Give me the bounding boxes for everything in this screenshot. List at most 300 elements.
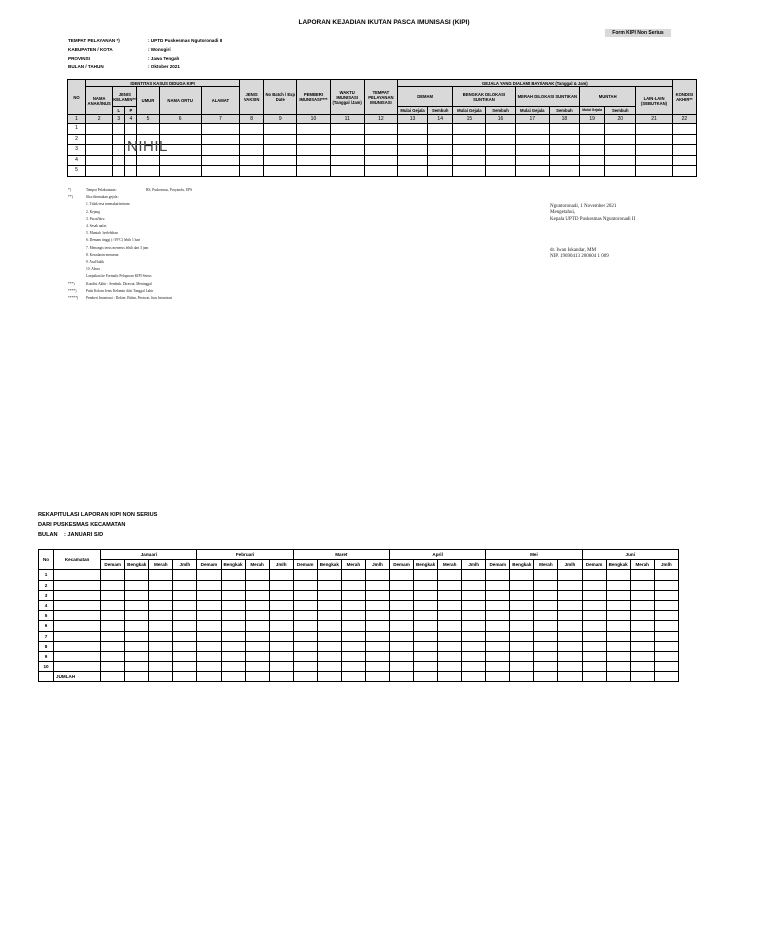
table-cell [486, 611, 510, 621]
column-number: 8 [240, 115, 264, 124]
th-nama-ortu: NAMA ORTU [159, 87, 201, 115]
column-number: 9 [264, 115, 297, 124]
table-cell [636, 145, 672, 156]
th-sub: Demam [101, 560, 125, 570]
table-cell [137, 155, 159, 166]
rekap-header [38, 510, 157, 540]
table-cell [240, 155, 264, 166]
table-cell [245, 662, 269, 672]
table-cell [534, 611, 558, 621]
table-cell [486, 600, 510, 610]
table-cell [54, 590, 101, 600]
footnote-mark [68, 201, 86, 208]
table-cell [630, 651, 654, 661]
table-cell [414, 611, 438, 621]
table-cell [297, 155, 330, 166]
table-cell [397, 134, 427, 145]
table-cell [245, 651, 269, 661]
table-cell [605, 166, 636, 177]
rekap-bulan [38, 530, 157, 540]
table-cell [293, 672, 317, 682]
th-l: L [113, 107, 125, 115]
th-sub: Demam [389, 560, 413, 570]
table-cell [297, 145, 330, 156]
table-cell [672, 155, 696, 166]
footnote-row [68, 245, 192, 252]
table-cell [630, 611, 654, 621]
table-cell [54, 662, 101, 672]
table-cell [240, 134, 264, 145]
kipi-case-table [67, 79, 697, 177]
table-cell [486, 580, 510, 590]
footnote-text: 3. Pucat/biru [86, 216, 105, 221]
table-cell [159, 155, 201, 166]
footnote-text: 2. Kejang [86, 209, 100, 214]
table-cell [558, 662, 582, 672]
table-cell [630, 672, 654, 682]
table-cell [341, 580, 365, 590]
row-number: 6 [39, 621, 54, 631]
footnote-row [68, 216, 192, 223]
table-cell [101, 641, 125, 651]
table-cell [149, 590, 173, 600]
meta-value: : UPTD Puskesmas Ngutoronadi II [148, 38, 223, 43]
table-cell [558, 641, 582, 651]
footnote-text: Kondisi Akhir : Sembuh, Dirawat, Meninggal [86, 281, 152, 286]
table-cell [149, 621, 173, 631]
table-cell [580, 134, 605, 145]
table-cell [453, 134, 486, 145]
footnote-text: 5. Muntah berlebihan [86, 231, 118, 236]
table-cell [654, 621, 678, 631]
meta-value: : Jawa Tengah [148, 55, 180, 61]
meta-value: : Wonogiri [148, 46, 171, 52]
table-cell [365, 672, 389, 682]
table-cell [317, 600, 341, 610]
table-cell [606, 631, 630, 641]
table-cell [197, 621, 221, 631]
table-cell [414, 662, 438, 672]
table-row [68, 155, 697, 166]
th-bengkak: BENGKAK DILOKASI SUNTIKAN [453, 87, 515, 107]
table-cell [269, 631, 293, 641]
table-cell [125, 631, 149, 641]
th-sub: Bengkak [317, 560, 341, 570]
table-cell [317, 590, 341, 600]
table-cell [462, 631, 486, 641]
table-cell [330, 155, 364, 166]
table-cell [515, 145, 549, 156]
table-cell [534, 672, 558, 682]
meta-row-kabupaten [68, 46, 222, 55]
table-cell [330, 166, 364, 177]
th-sub: Demam [197, 560, 221, 570]
table-cell [101, 570, 125, 580]
table-cell [125, 124, 137, 135]
table-cell [264, 155, 297, 166]
table-cell [173, 662, 197, 672]
sign-position: Kepala UPTD Puskesmas Nguntoronadi II [550, 216, 636, 222]
table-row [39, 641, 679, 651]
row-number: 5 [39, 611, 54, 621]
table-cell [654, 600, 678, 610]
footnote-text: 4. Sesak nafas [86, 224, 107, 229]
table-cell [515, 124, 549, 135]
table-cell [101, 662, 125, 672]
footnote-mark [68, 230, 86, 237]
table-cell [364, 145, 397, 156]
table-cell [534, 641, 558, 651]
table-cell [389, 570, 413, 580]
footnote-text: 6. Demam tinggi (>39°C) lebih 1 hari [86, 238, 141, 243]
jumlah-row [39, 672, 679, 682]
table-cell [297, 166, 330, 177]
row-number: 1 [68, 124, 86, 135]
column-number: 20 [605, 115, 636, 124]
table-cell [654, 611, 678, 621]
table-cell [54, 631, 101, 641]
table-cell [453, 124, 486, 135]
table-cell [293, 641, 317, 651]
th-sub: Merah [341, 560, 365, 570]
th-sub: Jmlh [558, 560, 582, 570]
th-sub: Bengkak [414, 560, 438, 570]
table-cell [101, 590, 125, 600]
table-cell [389, 651, 413, 661]
row-number: 7 [39, 631, 54, 641]
table-cell [438, 651, 462, 661]
table-cell [486, 641, 510, 651]
table-cell [486, 662, 510, 672]
th-pemberi: PEMBERI IMUNISASI**** [297, 80, 330, 115]
footnote-text: 7. Menangis terus menerus lebih dari 3 jam [86, 245, 149, 250]
table-cell [605, 134, 636, 145]
table-cell [341, 621, 365, 631]
th-sub: Merah [149, 560, 173, 570]
meta-key: PROVINSI [68, 55, 90, 61]
th-tempat: TEMPAT PELAYANAN IMUNISASI [364, 80, 397, 115]
table-cell [125, 621, 149, 631]
table-cell [414, 672, 438, 682]
footnote-text: 9. Asal/lakik [86, 260, 105, 265]
table-cell [558, 580, 582, 590]
table-cell [221, 672, 245, 682]
table-cell [582, 662, 606, 672]
row-number: 3 [39, 590, 54, 600]
form-type-badge: Form KIPI Non Serius [605, 29, 671, 37]
table-cell [173, 641, 197, 651]
table-cell [438, 590, 462, 600]
table-cell [582, 611, 606, 621]
report-meta [68, 37, 222, 72]
row-number: 4 [39, 600, 54, 610]
table-cell [101, 621, 125, 631]
table-cell [365, 580, 389, 590]
table-cell [125, 570, 149, 580]
table-cell [201, 145, 239, 156]
th-demam: DEMAM [397, 87, 452, 107]
table-cell [486, 145, 515, 156]
table-cell [606, 651, 630, 661]
meta-row-provinsi [68, 55, 222, 64]
table-cell [558, 631, 582, 641]
table-cell [580, 145, 605, 156]
table-cell [240, 145, 264, 156]
table-cell [414, 600, 438, 610]
footnote-row [68, 295, 192, 302]
table-cell [201, 134, 239, 145]
table-cell [201, 124, 239, 135]
table-cell [269, 570, 293, 580]
table-cell [264, 145, 297, 156]
table-cell [534, 600, 558, 610]
th-merah: MERAH DILOKASI SUNTIKAN [515, 87, 579, 107]
column-number: 7 [201, 115, 239, 124]
table-cell [389, 590, 413, 600]
table-cell [605, 155, 636, 166]
table-cell [486, 166, 515, 177]
th-sub: Jmlh [269, 560, 293, 570]
table-cell [221, 641, 245, 651]
table-cell [438, 631, 462, 641]
table-cell [221, 662, 245, 672]
th-sub: Bengkak [606, 560, 630, 570]
footnote-mark [68, 259, 86, 266]
table-cell [149, 641, 173, 651]
table-cell [582, 590, 606, 600]
table-cell [125, 662, 149, 672]
table-cell [221, 570, 245, 580]
table-cell [462, 590, 486, 600]
footnote-text: Jika ditemukan gejala : [86, 195, 120, 200]
row-number: 8 [39, 641, 54, 651]
th-jenis-vaksin: JENIS VAKSIN [240, 80, 264, 115]
table-cell [201, 166, 239, 177]
table-cell [428, 134, 453, 145]
column-number: 4 [125, 115, 137, 124]
meta-value: : Oktober 2021 [148, 64, 180, 70]
footnote-mark [68, 252, 86, 259]
table-cell [462, 672, 486, 682]
table-cell [654, 672, 678, 682]
table-cell [197, 600, 221, 610]
table-cell [317, 641, 341, 651]
table-cell [462, 600, 486, 610]
table-cell [414, 570, 438, 580]
rekap-title: REKAPITULASI LAPORAN KIPI NON SERIUS [38, 512, 158, 518]
table-cell [428, 145, 453, 156]
footnote-text: 10. Abses [86, 267, 100, 272]
table-cell [534, 570, 558, 580]
table-cell [438, 641, 462, 651]
th-sembuh: Sembuh [486, 107, 515, 115]
table-cell [113, 166, 125, 177]
table-cell [86, 134, 113, 145]
table-cell [197, 651, 221, 661]
table-cell [636, 124, 672, 135]
table-cell [341, 570, 365, 580]
table-cell [269, 651, 293, 661]
table-cell [486, 155, 515, 166]
table-cell [389, 611, 413, 621]
table-cell [462, 651, 486, 661]
table-cell [341, 651, 365, 661]
table-cell [54, 570, 101, 580]
table-cell [221, 600, 245, 610]
table-cell [462, 611, 486, 621]
footnote-row [68, 252, 192, 259]
table-cell [101, 651, 125, 661]
table-cell [438, 600, 462, 610]
table-row [39, 600, 679, 610]
table-cell [173, 590, 197, 600]
table-cell [293, 570, 317, 580]
table-cell [54, 621, 101, 631]
table-cell [149, 672, 173, 682]
th-no: NO [68, 80, 86, 115]
sign-nip: NIP. 19690413 200604 1 009 [550, 254, 609, 260]
table-cell [534, 651, 558, 661]
sign-name: dr. Iwan Iskandar, MM [550, 247, 597, 253]
table-cell [582, 600, 606, 610]
table-cell [582, 631, 606, 641]
table-cell [113, 134, 125, 145]
table-cell [264, 166, 297, 177]
table-cell [606, 672, 630, 682]
footnote-mark: ***) [68, 281, 75, 286]
table-cell [101, 611, 125, 621]
table-cell [510, 641, 534, 651]
table-cell [173, 651, 197, 661]
table-cell [197, 590, 221, 600]
table-cell [269, 600, 293, 610]
table-cell [297, 134, 330, 145]
table-cell [364, 166, 397, 177]
table-cell [606, 641, 630, 651]
table-cell [549, 155, 579, 166]
footnote-text: 1. Tidak tesa memakai/minum [86, 202, 130, 207]
column-number: 19 [580, 115, 605, 124]
table-cell [245, 600, 269, 610]
table-cell [636, 155, 672, 166]
table-cell [582, 580, 606, 590]
table-cell [293, 590, 317, 600]
table-cell [269, 611, 293, 621]
table-cell [630, 590, 654, 600]
footnote-mark: **) [68, 195, 73, 200]
table-cell [197, 580, 221, 590]
table-cell [365, 570, 389, 580]
table-cell [125, 590, 149, 600]
table-cell [582, 672, 606, 682]
footnote-text: Tempat Pelaksanaan : RS, Puskesmas, Posyandu, UPS [86, 188, 193, 192]
table-cell [125, 166, 137, 177]
table-row [68, 124, 697, 135]
row-number: 2 [68, 134, 86, 145]
table-cell [293, 600, 317, 610]
th-identitas: IDENTITAS KASUS DIDUGA KIPI [86, 80, 240, 87]
table-cell [654, 570, 678, 580]
table-cell [414, 590, 438, 600]
table-cell [173, 631, 197, 641]
meta-row-tempat [68, 37, 222, 46]
footnote-row [68, 201, 192, 208]
footnote-row [68, 187, 192, 194]
table-row [39, 611, 679, 621]
table-cell [364, 124, 397, 135]
table-cell [86, 124, 113, 135]
table-cell [534, 590, 558, 600]
table-cell [654, 580, 678, 590]
footnote-row [68, 288, 192, 295]
table-cell [159, 166, 201, 177]
row-number: 1 [39, 570, 54, 580]
table-cell [580, 155, 605, 166]
table-cell [582, 621, 606, 631]
table-cell [654, 641, 678, 651]
table-cell [630, 600, 654, 610]
table-cell [462, 662, 486, 672]
footnote-row [68, 237, 192, 244]
table-cell [221, 590, 245, 600]
meta-key: TEMPAT PELAYANAN *) [68, 38, 120, 43]
th-batch: No Batch / Exp Date [264, 80, 297, 115]
table-cell [549, 124, 579, 135]
row-number: 10 [39, 662, 54, 672]
row-number: 2 [39, 580, 54, 590]
meta-row-bulan [68, 63, 222, 72]
table-cell [269, 641, 293, 651]
table-cell [414, 631, 438, 641]
th-sub: Bengkak [125, 560, 149, 570]
table-cell [534, 631, 558, 641]
signature-block [550, 204, 635, 260]
th-sub: Merah [534, 560, 558, 570]
table-cell [341, 631, 365, 641]
rekap-subtitle: DARI PUSKESMAS KECAMATAN [38, 522, 126, 528]
th-kondisi: KONDISI AKHIR** [672, 80, 696, 115]
meta-key: BULAN / TAHUN [68, 64, 104, 70]
column-number: 11 [330, 115, 364, 124]
table-cell [654, 662, 678, 672]
table-cell [389, 631, 413, 641]
table-cell [558, 600, 582, 610]
th-sub: Demam [486, 560, 510, 570]
table-cell [606, 621, 630, 631]
table-cell [245, 580, 269, 590]
table-cell [269, 621, 293, 631]
table-cell [365, 611, 389, 621]
footnote-row [68, 194, 192, 201]
th-sembuh: Sembuh [428, 107, 453, 115]
column-number: 14 [428, 115, 453, 124]
table-cell [606, 600, 630, 610]
footnote-mark [68, 245, 86, 252]
table-cell [293, 651, 317, 661]
footnote-mark [68, 266, 86, 273]
table-cell [293, 621, 317, 631]
table-cell [341, 641, 365, 651]
table-cell [293, 662, 317, 672]
column-number: 6 [159, 115, 201, 124]
th-alamat: ALAMAT [201, 87, 239, 115]
table-cell [125, 641, 149, 651]
table-cell [54, 600, 101, 610]
table-cell [389, 662, 413, 672]
meta-key: KABUPATEN / KOTA [68, 46, 113, 52]
table-cell [605, 145, 636, 156]
table-cell [549, 134, 579, 145]
